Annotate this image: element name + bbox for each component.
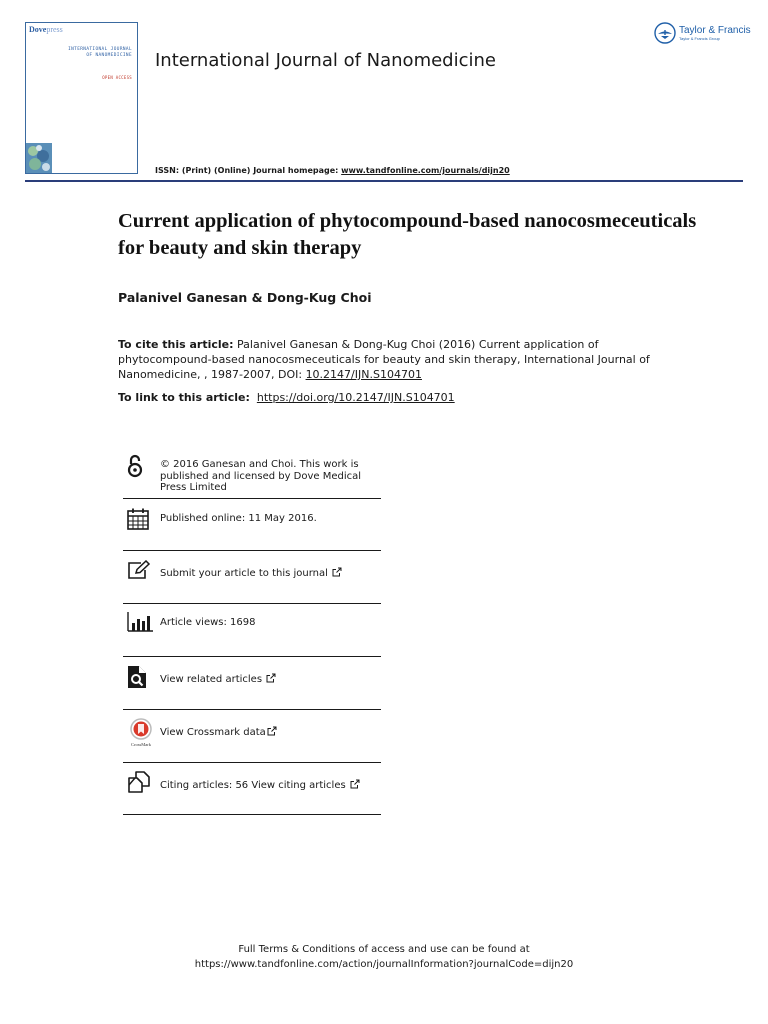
publisher-logo[interactable] — [654, 22, 751, 44]
citing-text[interactable]: Citing articles: 56 View citing articles — [160, 779, 375, 792]
published-row — [123, 499, 381, 551]
open-access-lock-icon — [127, 453, 143, 479]
header-divider — [25, 180, 743, 182]
footer-url[interactable]: https://www.tandfonline.com/action/journalInformation?journalCode=dijn20 — [194, 959, 574, 970]
bar-chart-icon — [127, 612, 153, 632]
related-text[interactable]: View related articles — [160, 673, 375, 686]
article-title: Current application of phytocompound-based nanocosmeceuticals for beauty and skin therapy — [118, 210, 697, 259]
citing-row[interactable] — [123, 763, 381, 815]
journal-homepage-link[interactable]: www.tandfonline.com/journals/dijn20 — [341, 166, 510, 175]
views-row — [123, 604, 381, 657]
cover-journal-name: INTERNATIONAL JOURNAL OF NANOMEDICINE — [68, 47, 132, 58]
citing-documents-icon — [127, 771, 151, 793]
calendar-icon — [127, 508, 149, 530]
journal-title: International Journal of Nanomedicine — [155, 50, 496, 71]
link-label: To link to this article: — [118, 391, 250, 404]
crossmark-icon — [126, 718, 156, 748]
external-link-icon — [267, 726, 277, 736]
crossmark-row[interactable] — [123, 710, 381, 763]
issn-line: ISSN: (Print) (Online) Journal homepage: www.tandfonline.com/journals/dijn20 — [155, 166, 510, 175]
article-authors: Palanivel Ganesan & Dong-Kug Choi — [118, 290, 372, 305]
cover-artwork — [26, 143, 52, 173]
related-row[interactable] — [123, 657, 381, 710]
cover-publisher: Dovepress — [29, 25, 63, 34]
taylor-francis-logo-icon — [654, 22, 676, 44]
journal-cover — [25, 22, 138, 174]
footer-line-1: Full Terms & Conditions of access and use can be found at — [238, 944, 530, 955]
submit-text[interactable]: Submit your article to this journal — [160, 567, 375, 580]
cite-label: To cite this article: — [118, 338, 234, 351]
edit-pencil-icon — [127, 560, 151, 580]
external-link-icon — [350, 779, 360, 789]
publisher-name: Taylor & Francis — [679, 24, 751, 36]
views-text: Article views: 1698 — [160, 617, 256, 628]
cite-doi-link[interactable]: 10.2147/IJN.S104701 — [305, 368, 422, 381]
submit-row[interactable] — [123, 551, 381, 604]
published-text: Published online: 11 May 2016. — [160, 513, 317, 524]
crossmark-text[interactable]: View Crossmark data — [160, 726, 375, 739]
article-link — [118, 391, 455, 404]
search-document-icon — [127, 665, 147, 689]
external-link-icon — [266, 673, 276, 683]
cite-text: Palanivel Ganesan & Dong-Kug Choi (2016) Current application of phytocompound-based nanocosmeceuticals for beauty and skin therapy, International Journal of Nanomedicine, , 1987-2007, DOI: — [118, 338, 650, 381]
article-doi-link[interactable]: https://doi.org/10.2147/IJN.S104701 — [256, 391, 455, 404]
license-text: © 2016 Ganesan and Choi. This work is published and licensed by Dove Medical Press Limited — [160, 459, 362, 493]
crossmark-caption: CrossMark — [131, 742, 151, 747]
external-link-icon — [332, 567, 342, 577]
citation — [118, 337, 658, 382]
cover-open-access: OPEN ACCESS — [102, 75, 132, 80]
license-row — [123, 450, 381, 499]
footer-terms — [0, 942, 768, 972]
publisher-group: Taylor & Francis Group — [679, 35, 720, 41]
